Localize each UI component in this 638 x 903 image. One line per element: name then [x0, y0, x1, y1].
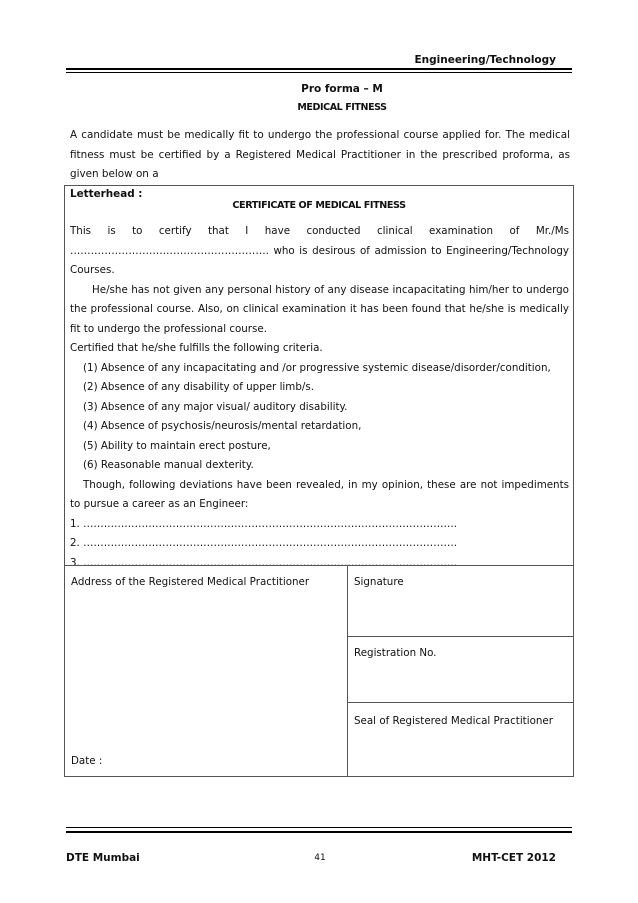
registration-field-label: Registration No.: [354, 647, 437, 659]
deviation-line: 1. ……………………………………………………………………………………………….: [70, 517, 458, 530]
history-paragraph: He/she has not given any personal history of any disease incapacitating him/her to undergo the professional course. Also, on clinical examination it has been found that he/she is medically fit to undergo the professional course.: [70, 283, 569, 335]
criteria-intro: Certified that he/she fulfills the following criteria.: [70, 342, 323, 354]
criterion-item: (5) Ability to maintain erect posture,: [83, 439, 271, 452]
proforma-title: Pro forma – M: [301, 83, 383, 95]
medical-fitness-heading: MEDICAL FITNESS: [297, 102, 387, 113]
certificate-body: [70, 222, 569, 573]
criterion-item: (2) Absence of any disability of upper limb/s.: [83, 381, 314, 393]
fields-column-divider: [347, 565, 348, 777]
criterion-item: (1) Absence of any incapacitating and /or progressive systemic disease/disorder/condition,: [83, 361, 551, 374]
letterhead-label: Letterhead :: [70, 187, 143, 200]
address-field-label: Address of the Registered Medical Practitioner: [71, 576, 310, 588]
seal-field-label: Seal of Registered Medical Practitioner: [354, 715, 553, 727]
criterion-item: (3) Absence of any major visual/ auditory disability.: [83, 400, 348, 413]
header-rule-thick: [66, 68, 572, 70]
header-rule-thin: [66, 72, 572, 73]
header-category: Engineering/Technology: [414, 54, 556, 66]
signature-field-label: Signature: [354, 576, 404, 588]
page-number: 41: [314, 853, 326, 863]
candidate-name-line: …………………………………………………. who is desirous of admission to Engineering/Technology: [70, 244, 569, 257]
certificate-title: CERTIFICATE OF MEDICAL FITNESS: [232, 200, 406, 211]
signature-divider: [347, 636, 574, 637]
deviation-line: 2. ……………………………………………………………………………………………….: [70, 537, 458, 549]
date-field-label: Date :: [71, 755, 103, 767]
footer-institution: DTE Mumbai: [66, 852, 140, 864]
criterion-item: (6) Reasonable manual dexterity.: [83, 459, 254, 471]
deviation-line: 3. ……………………………………………………………………………………………….: [70, 556, 458, 569]
deviations-paragraph: Though, following deviations have been revealed, in my opinion, these are not impediments to pursue a career as an Engineer:: [70, 478, 569, 510]
certify-line: This is to certify that I have conducted clinical examination of Mr./Ms: [70, 225, 569, 237]
courses-line: Courses.: [70, 264, 115, 276]
footer-rule-thin: [66, 827, 572, 828]
intro-text: A candidate must be medically fit to undergo the professional course applied for. The medical fitness must be certified by a Registered Medical Practitioner in the prescribed proforma, as given below on a: [70, 129, 570, 180]
fields-divider: [64, 565, 574, 566]
footer-rule-thick: [66, 831, 572, 833]
criterion-item: (4) Absence of psychosis/neurosis/mental retardation,: [83, 420, 362, 432]
footer-exam: MHT-CET 2012: [471, 852, 556, 864]
registration-divider: [347, 702, 574, 703]
